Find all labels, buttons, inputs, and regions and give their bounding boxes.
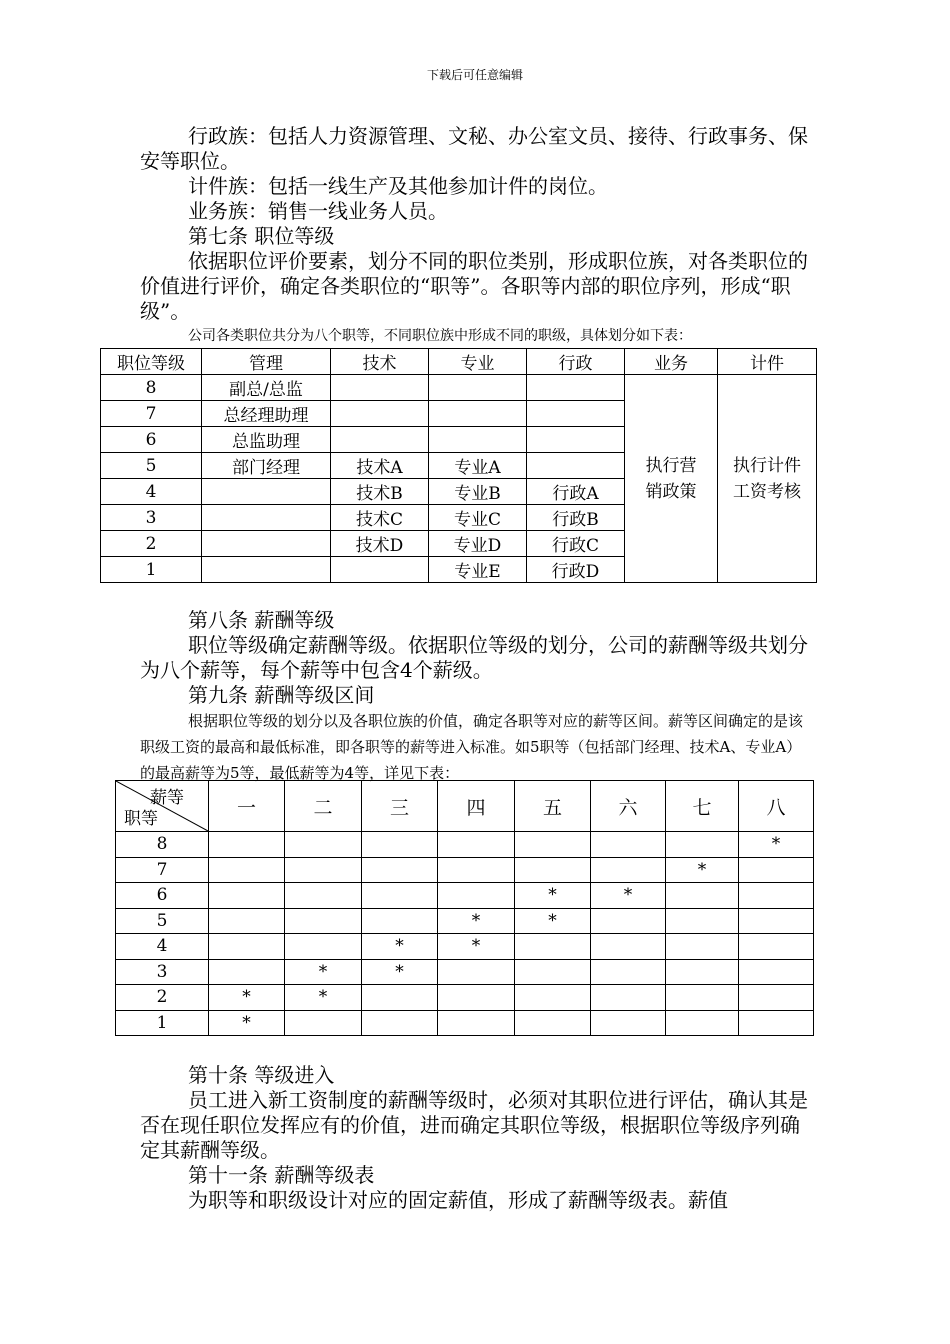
table-cell xyxy=(285,857,362,883)
table-cell xyxy=(362,883,438,909)
table-cell: 7 xyxy=(116,857,209,883)
table-cell xyxy=(362,857,438,883)
table-cell: 2 xyxy=(101,531,202,557)
table-row xyxy=(116,985,814,1011)
table-row xyxy=(101,375,817,401)
th-salary-grade: 五 xyxy=(515,781,591,832)
table-cell xyxy=(515,934,591,960)
article-8-body: 职位等级确定薪酬等级。依据职位等级的划分，公司的薪酬等级共划分为八个薪等，每个薪等中包含4个薪级。 xyxy=(140,633,808,682)
table-row xyxy=(116,1010,814,1036)
table-cell xyxy=(285,1010,362,1036)
table-cell: 专业E xyxy=(429,557,527,583)
piecework-family-paragraph: 计件族：包括一线生产及其他参加计件的岗位。 xyxy=(188,174,608,198)
table-cell xyxy=(666,908,739,934)
table-cell xyxy=(591,985,666,1011)
table-cell xyxy=(202,479,331,505)
table-cell: 专业B xyxy=(429,479,527,505)
table-cell: * xyxy=(515,883,591,909)
table-cell xyxy=(209,908,285,934)
table-cell xyxy=(331,401,429,427)
th-administrative: 行政 xyxy=(527,349,625,375)
th-salary-grade: 七 xyxy=(666,781,739,832)
article-11-heading: 第十一条 薪酬等级表 xyxy=(188,1163,375,1187)
table-cell: 8 xyxy=(116,832,209,858)
article-7-heading: 第七条 职位等级 xyxy=(188,224,335,248)
th-management: 管理 xyxy=(202,349,331,375)
table-cell xyxy=(202,557,331,583)
table-cell: 行政B xyxy=(527,505,625,531)
table-cell xyxy=(438,1010,515,1036)
table-cell xyxy=(739,985,814,1011)
table-cell xyxy=(591,857,666,883)
table-cell xyxy=(331,557,429,583)
table-cell xyxy=(362,908,438,934)
th-salary-grade: 一 xyxy=(209,781,285,832)
table2-header-row xyxy=(116,781,814,832)
table-cell: * xyxy=(362,959,438,985)
table-cell xyxy=(209,934,285,960)
table-cell: 6 xyxy=(101,427,202,453)
business-merged-cell xyxy=(625,375,718,583)
table-cell: 8 xyxy=(101,375,202,401)
table-cell: 技术C xyxy=(331,505,429,531)
table-cell: 专业D xyxy=(429,531,527,557)
article-10-heading: 第十条 等级进入 xyxy=(188,1063,335,1087)
th-job-grade: 职位等级 xyxy=(101,349,202,375)
page-header: 下载后可任意编辑 xyxy=(426,68,523,82)
table-cell: 5 xyxy=(101,453,202,479)
table-cell: * xyxy=(591,883,666,909)
table-cell: 3 xyxy=(116,959,209,985)
th-salary-grade: 八 xyxy=(739,781,814,832)
table-cell: 总经理助理 xyxy=(202,401,331,427)
table-cell xyxy=(209,857,285,883)
piecework-text: 执行计件工资考核 xyxy=(733,455,801,502)
table-row xyxy=(116,959,814,985)
table-cell: * xyxy=(285,959,362,985)
table-cell: 技术B xyxy=(331,479,429,505)
table-cell xyxy=(739,857,814,883)
salary-range-table xyxy=(115,780,814,1036)
table-cell xyxy=(739,934,814,960)
table-cell xyxy=(285,832,362,858)
table-cell xyxy=(331,427,429,453)
article-8-heading: 第八条 薪酬等级 xyxy=(188,608,335,632)
table-cell xyxy=(666,959,739,985)
table-cell xyxy=(515,985,591,1011)
diagonal-corner-cell xyxy=(116,781,209,832)
table-cell xyxy=(527,401,625,427)
table-cell xyxy=(591,959,666,985)
table-cell xyxy=(591,908,666,934)
article-10-body: 员工进入新工资制度的薪酬等级时，必须对其职位进行评估，确认其是否在现任职位发挥应有的价值，进而确定其职位等级，根据职位等级序列确定其薪酬等级。 xyxy=(140,1088,808,1162)
table-cell: 技术A xyxy=(331,453,429,479)
th-technical: 技术 xyxy=(331,349,429,375)
table-cell xyxy=(591,1010,666,1036)
table-cell xyxy=(438,857,515,883)
table-cell xyxy=(739,883,814,909)
table-cell xyxy=(438,883,515,909)
table-cell xyxy=(209,832,285,858)
article-9-body: 根据职位等级的划分以及各职位族的价值，确定各职等对应的薪等区间。薪等区间确定的是该职级工资的最高和最低标准，即各职等的薪等进入标准。如5职等（包括部门经理、技术A、专业A）的最高薪等为5等，最低薪等为4等，详见下表： xyxy=(140,712,804,782)
table-cell xyxy=(515,1010,591,1036)
business-text: 执行营销政策 xyxy=(645,455,697,502)
table-cell xyxy=(429,375,527,401)
table-cell xyxy=(209,959,285,985)
table-cell xyxy=(438,832,515,858)
table-cell: 5 xyxy=(116,908,209,934)
table-cell xyxy=(515,832,591,858)
table-cell xyxy=(739,959,814,985)
table-cell: 3 xyxy=(101,505,202,531)
business-family-paragraph: 业务族：销售一线业务人员。 xyxy=(188,199,448,223)
table-cell xyxy=(515,857,591,883)
table-cell: 专业A xyxy=(429,453,527,479)
th-professional: 专业 xyxy=(429,349,527,375)
table-cell: * xyxy=(209,1010,285,1036)
table-cell xyxy=(739,1010,814,1036)
table-row xyxy=(116,857,814,883)
th-salary-grade: 二 xyxy=(285,781,362,832)
table-cell: 4 xyxy=(116,934,209,960)
table-cell xyxy=(666,1010,739,1036)
table-cell xyxy=(362,1010,438,1036)
table-cell: * xyxy=(739,832,814,858)
table-row xyxy=(116,832,814,858)
table-cell: * xyxy=(362,934,438,960)
table-cell xyxy=(739,908,814,934)
table-cell xyxy=(202,505,331,531)
article-7-body: 依据职位评价要素，划分不同的职位类别，形成职位族，对各类职位的价值进行评价，确定各类职位的“职等”。各职等内部的职位序列，形成“职级”。 xyxy=(140,249,808,323)
table-row xyxy=(116,934,814,960)
section-salary-grades xyxy=(140,608,810,786)
table-cell xyxy=(666,883,739,909)
table-cell xyxy=(429,401,527,427)
table-cell: * xyxy=(515,908,591,934)
table-cell xyxy=(429,427,527,453)
table-cell xyxy=(202,531,331,557)
table-cell xyxy=(438,985,515,1011)
table-cell: 技术D xyxy=(331,531,429,557)
table-cell: 行政C xyxy=(527,531,625,557)
table-cell: 2 xyxy=(116,985,209,1011)
article-11-body: 为职等和职级设计对应的固定薪值，形成了薪酬等级表。薪值 xyxy=(188,1188,728,1212)
table1-header-row xyxy=(101,349,817,375)
table-cell xyxy=(527,453,625,479)
table-cell xyxy=(515,959,591,985)
table-cell: 部门经理 xyxy=(202,453,331,479)
table-cell xyxy=(591,832,666,858)
table-cell: 行政D xyxy=(527,557,625,583)
table-cell xyxy=(591,934,666,960)
table-cell xyxy=(285,908,362,934)
table-cell xyxy=(285,934,362,960)
table-cell: 1 xyxy=(101,557,202,583)
table-cell xyxy=(285,883,362,909)
th-salary-grade: 六 xyxy=(591,781,666,832)
th-piecework: 计件 xyxy=(718,349,817,375)
table-cell xyxy=(438,959,515,985)
table-cell: 6 xyxy=(116,883,209,909)
table-cell: 7 xyxy=(101,401,202,427)
table-cell: 1 xyxy=(116,1010,209,1036)
table-cell xyxy=(666,832,739,858)
table-cell xyxy=(362,985,438,1011)
table1-caption: 公司各类职位共分为八个职等，不同职位族中形成不同的职级，具体划分如下表： xyxy=(188,328,692,344)
corner-job-grade-label: 职等 xyxy=(124,809,158,829)
corner-salary-grade-label: 薪等 xyxy=(150,788,184,808)
table-cell xyxy=(362,832,438,858)
table-cell: 行政A xyxy=(527,479,625,505)
section-job-families xyxy=(140,124,810,348)
section-grade-entry xyxy=(140,1063,810,1213)
table-row xyxy=(116,908,814,934)
piecework-merged-cell xyxy=(718,375,817,583)
table-cell xyxy=(331,375,429,401)
table-cell: * xyxy=(209,985,285,1011)
table-cell xyxy=(527,427,625,453)
table-cell xyxy=(209,883,285,909)
table-cell xyxy=(527,375,625,401)
table-cell: * xyxy=(285,985,362,1011)
table-cell: 专业C xyxy=(429,505,527,531)
th-salary-grade: 四 xyxy=(438,781,515,832)
table-cell xyxy=(666,985,739,1011)
table-cell: * xyxy=(666,857,739,883)
table-cell: * xyxy=(438,934,515,960)
th-salary-grade: 三 xyxy=(362,781,438,832)
article-9-heading: 第九条 薪酬等级区间 xyxy=(188,683,375,707)
table-cell: 副总/总监 xyxy=(202,375,331,401)
table-cell: * xyxy=(438,908,515,934)
admin-family-paragraph: 行政族：包括人力资源管理、文秘、办公室文员、接待、行政事务、保安等职位。 xyxy=(140,124,808,173)
th-business: 业务 xyxy=(625,349,718,375)
table-cell: 4 xyxy=(101,479,202,505)
job-grade-table xyxy=(100,348,817,583)
table-cell: 总监助理 xyxy=(202,427,331,453)
table-row xyxy=(116,883,814,909)
table-cell xyxy=(666,934,739,960)
